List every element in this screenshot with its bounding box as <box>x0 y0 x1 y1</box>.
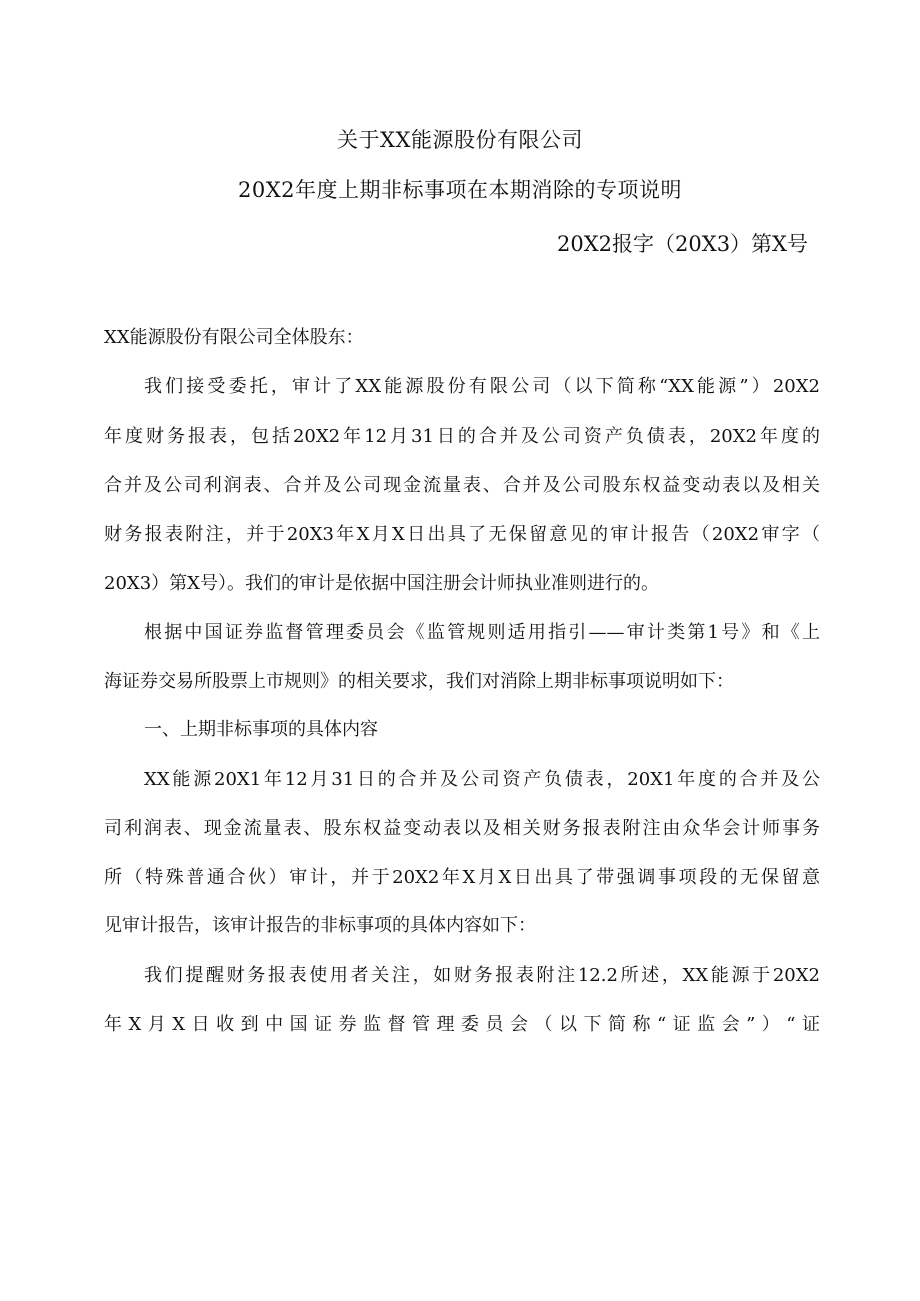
paragraph-4-line-2: 年X月X日收到中国证券监督管理委员会（以下简称“证监会”）“证 <box>104 1014 820 1035</box>
paragraph-3-line-3: 所（特殊普通合伙）审计，并于20X2年X月X日出具了带强调事项段的无保留意 <box>104 867 820 888</box>
paragraph-1-line-4: 财务报表附注，并于20X3年X月X日出具了无保留意见的审计报告（20X2审字（ <box>104 524 820 545</box>
document-title-line-2: 20X2年度上期非标事项在本期消除的专项说明 <box>237 178 683 202</box>
paragraph-1-line-2: 年度财务报表，包括20X2年12月31日的合并及公司资产负债表，20X2年度的 <box>104 426 820 447</box>
paragraph-2-line-1: 根据中国证券监督管理委员会《监管规则适用指引——审计类第1号》和《上 <box>144 622 820 643</box>
paragraph-2-line-2: 海证券交易所股票上市规则》的相关要求，我们对消除上期非标事项说明如下： <box>104 671 734 692</box>
paragraph-3-line-4: 见审计报告，该审计报告的非标事项的具体内容如下： <box>104 915 536 936</box>
paragraph-3-line-1: XX能源20X1年12月31日的合并及公司资产负债表，20X1年度的合并及公 <box>144 769 820 790</box>
paragraph-1-line-1: 我们接受委托，审计了XX能源股份有限公司（以下简称“XX能源”）20X2 <box>144 376 820 397</box>
section-heading-1: 一、上期非标事项的具体内容 <box>144 719 378 740</box>
salutation: XX能源股份有限公司全体股东： <box>104 327 364 348</box>
document-number: 20X2报字（20X3）第X号 <box>556 232 808 256</box>
paragraph-1-line-5: 20X3）第X号）。我们的审计是依据中国注册会计师执业准则进行的。 <box>104 573 659 594</box>
paragraph-4-line-1: 我们提醒财务报表使用者关注，如财务报表附注12.2所述，XX能源于20X2 <box>144 965 820 986</box>
document-title-line-1: 关于XX能源股份有限公司 <box>337 128 583 152</box>
paragraph-1-line-3: 合并及公司利润表、合并及公司现金流量表、合并及公司股东权益变动表以及相关 <box>104 475 820 496</box>
paragraph-3-line-2: 司利润表、现金流量表、股东权益变动表以及相关财务报表附注由众华会计师事务 <box>104 818 820 839</box>
